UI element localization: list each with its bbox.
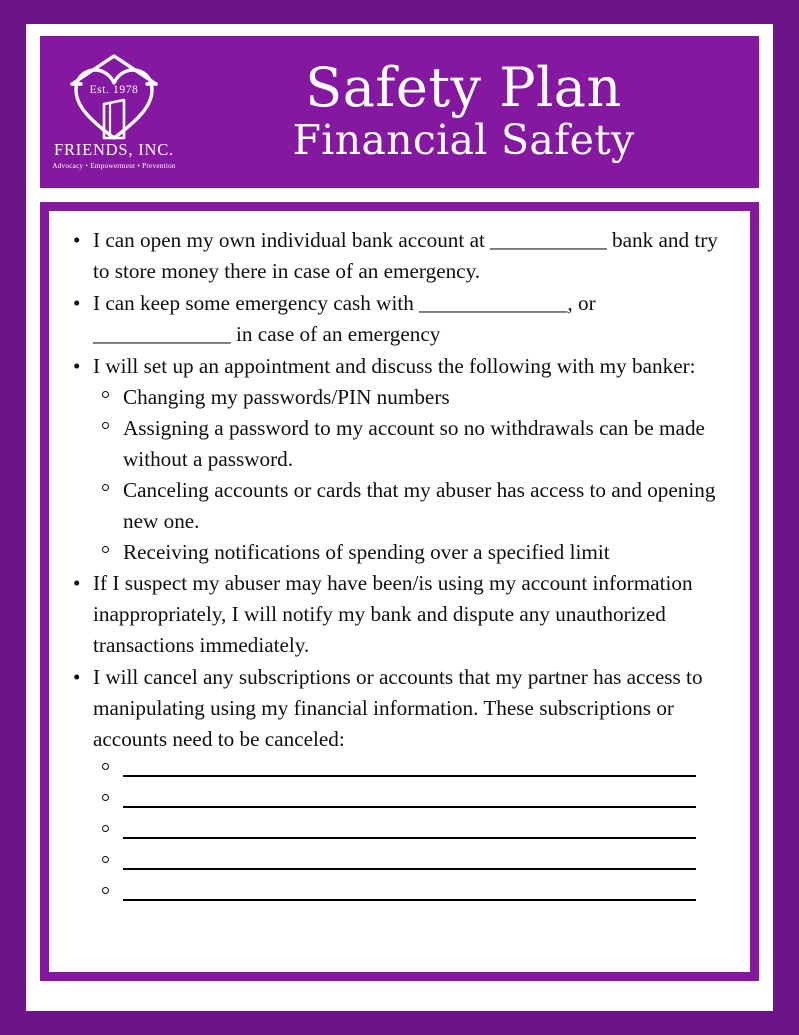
organization-logo (40, 38, 188, 186)
hollow-bullet-icon (102, 856, 109, 863)
list-item-text: I can keep some emergency cash with ______________, or _____________ in case of an emergency (93, 290, 596, 346)
list-item-text: If I suspect my abuser may have been/is using my account information inappropriately, I will notify my bank and dispute any unauthorized transactions immediately. (93, 571, 693, 658)
hollow-bullet-icon (102, 484, 109, 491)
bullet-icon: • (73, 228, 81, 252)
list-item-text: I can open my own individual bank account at ___________ bank and try to store money there in case of an emergency. (93, 228, 718, 283)
list-item (93, 475, 734, 537)
list-item (93, 413, 734, 475)
content-inner (49, 211, 750, 910)
write-in-rule (123, 806, 696, 808)
hollow-bullet-icon (102, 422, 109, 429)
hollow-bullet-icon (102, 391, 109, 398)
write-in-line[interactable] (93, 879, 734, 910)
write-in-line[interactable] (93, 755, 734, 786)
list-item (59, 225, 734, 287)
hollow-bullet-icon (102, 825, 109, 832)
page-subtitle: Financial Safety (292, 116, 635, 165)
bullet-icon: • (73, 571, 81, 596)
page-title: Safety Plan (305, 55, 622, 119)
hollow-bullet-icon (102, 546, 109, 553)
logo-established-text: Est. 1978 (89, 84, 139, 96)
write-in-line[interactable] (93, 848, 734, 879)
banker-sublist (93, 382, 734, 568)
write-in-rule (123, 899, 696, 901)
list-item (59, 288, 734, 350)
list-item (93, 537, 734, 568)
list-item-text: I will set up an appointment and discuss the following with my banker: (93, 353, 696, 378)
logo-tagline: Advocacy • Empowerment • Prevention (52, 161, 176, 170)
write-in-rule (123, 775, 696, 777)
write-in-rule (123, 837, 696, 839)
list-item-text: Canceling accounts or cards that my abuser has access to and opening new one. (123, 477, 716, 533)
bullet-icon: • (73, 290, 81, 315)
content-box (40, 202, 759, 981)
hollow-bullet-icon (102, 763, 109, 770)
list-item (59, 568, 734, 661)
list-item-text: Assigning a password to my account so no withdrawals can be made without a password. (123, 415, 705, 471)
write-in-line[interactable] (93, 817, 734, 848)
logo-organization-name: FRIENDS, INC. (54, 140, 174, 159)
bullet-icon: • (73, 665, 81, 690)
header-banner (40, 36, 759, 188)
list-item-text: Changing my passwords/PIN numbers (123, 384, 450, 409)
list-item (93, 382, 734, 413)
list-item-text: Receiving notifications of spending over a specified limit (123, 539, 610, 564)
write-in-lines-list (93, 755, 734, 910)
banner-titles (188, 55, 759, 165)
house-heart-door-icon (54, 50, 174, 146)
list-item (59, 662, 734, 910)
list-item-text: I will cancel any subscriptions or accounts that my partner has access to manipulating using my financial information. These subscriptions or accounts need to be canceled: (93, 665, 703, 752)
write-in-line[interactable] (93, 786, 734, 817)
bullet-icon: • (73, 353, 81, 378)
safety-plan-list (59, 225, 734, 910)
hollow-bullet-icon (102, 794, 109, 801)
hollow-bullet-icon (102, 887, 109, 894)
write-in-rule (123, 868, 696, 870)
list-item (59, 351, 734, 568)
